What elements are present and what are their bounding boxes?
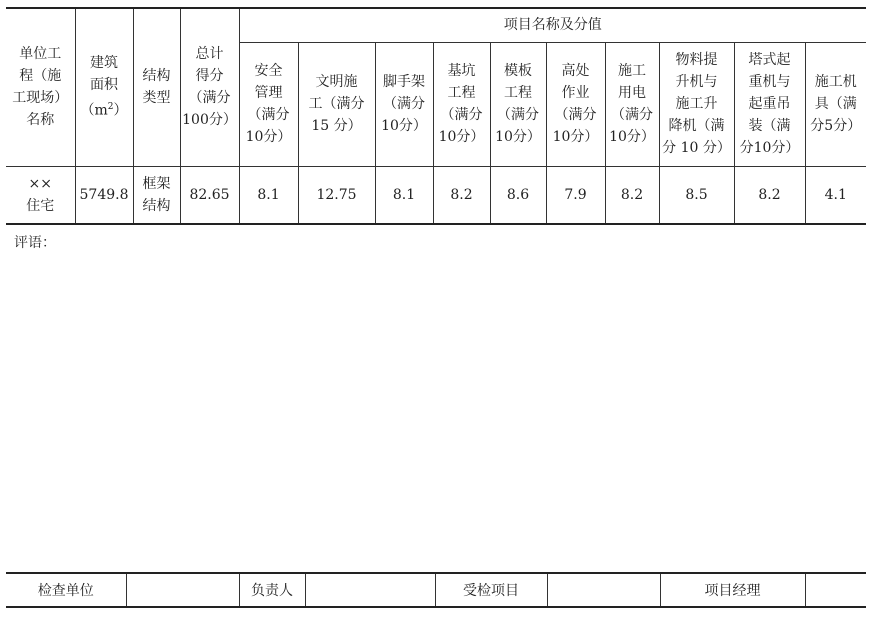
signature-table xyxy=(6,572,866,608)
footer-inspected-value xyxy=(547,573,660,607)
header-item: 施工 用电 （满分 10分） xyxy=(605,42,659,166)
header-item: 施工机 具（满 分5分） xyxy=(805,42,866,166)
cell-score: 8.6 xyxy=(490,166,546,224)
footer-check-unit-value xyxy=(126,573,239,607)
cell-total: 82.65 xyxy=(180,166,239,224)
footer-manager-label: 项目经理 xyxy=(660,573,805,607)
cell-area: 5749.8 xyxy=(75,166,133,224)
header-item: 安全 管理 （满分 10分） xyxy=(239,42,298,166)
comment-area xyxy=(6,234,866,572)
footer-person-label: 负责人 xyxy=(239,573,305,607)
header-item: 基坑 工程 （满分 10分） xyxy=(433,42,490,166)
score-table xyxy=(6,7,866,225)
footer-manager-value xyxy=(805,573,866,607)
header-unit-name: 单位工 程（施 工现场） 名称 xyxy=(6,8,75,166)
header-group: 项目名称及分值 xyxy=(239,8,866,42)
footer-person-value xyxy=(305,573,435,607)
cell-name: ×× 住宅 xyxy=(6,166,75,224)
header-item: 塔式起 重机与 起重吊 装（满 分10分） xyxy=(734,42,805,166)
header-total: 总计 得分 （满分 100分） xyxy=(180,8,239,166)
cell-score: 8.2 xyxy=(734,166,805,224)
cell-score: 8.1 xyxy=(239,166,298,224)
header-item: 物料提 升机与 施工升 降机（满 分 10 分） xyxy=(659,42,734,166)
cell-score: 8.1 xyxy=(375,166,433,224)
cell-score: 12.75 xyxy=(298,166,375,224)
cell-score: 8.2 xyxy=(605,166,659,224)
cell-score: 4.1 xyxy=(805,166,866,224)
header-item: 脚手架 （满分 10分） xyxy=(375,42,433,166)
cell-score: 7.9 xyxy=(546,166,605,224)
header-structure: 结构 类型 xyxy=(133,8,180,166)
header-item: 模板 工程 （满分 10分） xyxy=(490,42,546,166)
cell-score: 8.5 xyxy=(659,166,734,224)
header-item: 高处 作业 （满分 10分） xyxy=(546,42,605,166)
cell-score: 8.2 xyxy=(433,166,490,224)
comment-label: 评语： xyxy=(14,235,56,251)
footer-inspected-label: 受检项目 xyxy=(435,573,547,607)
footer-check-unit-label: 检查单位 xyxy=(6,573,126,607)
header-item: 文明施 工（满分 15 分） xyxy=(298,42,375,166)
header-area: 建筑 面积 $(m^2)$ xyxy=(75,8,133,166)
cell-structure: 框架 结构 xyxy=(133,166,180,224)
